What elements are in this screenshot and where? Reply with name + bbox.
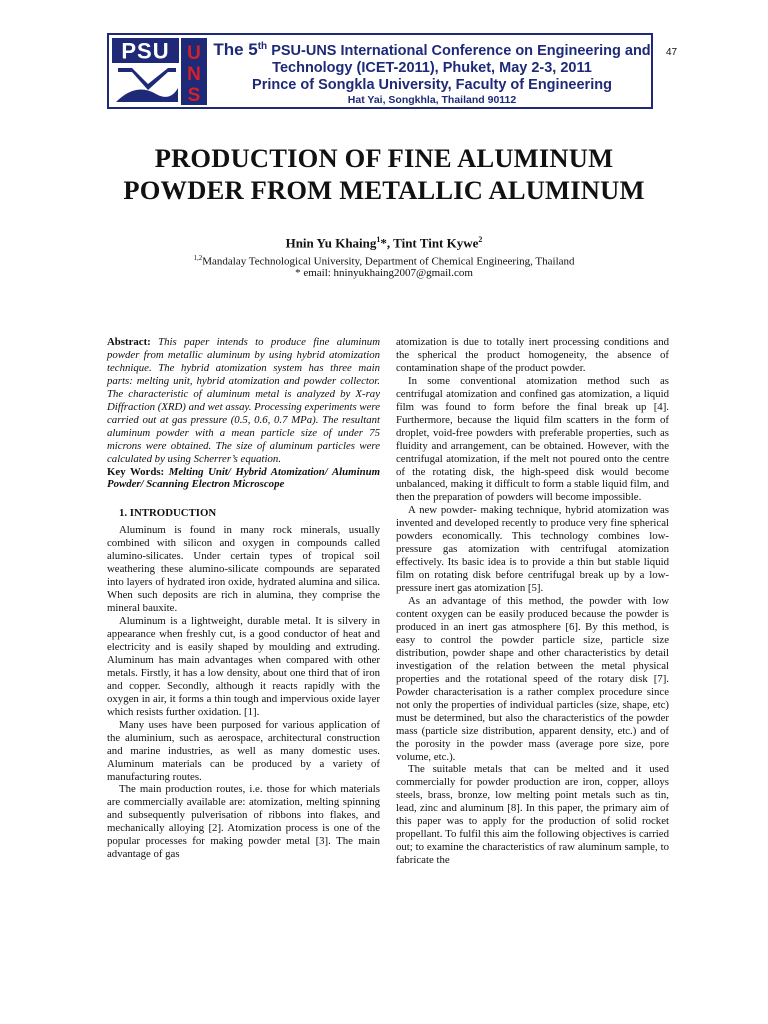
paragraph: In some conventional atomization method such as centrifugal atomization and confined gas atomization, a liquid film was found to form before the final break up [4]. Furthermore, because the liquid film scatters in the form of droplet, void-free powders with preferable properties, such as fluidity and arrangement, can be obtained. However, with the centrifugal atomization, if the melt not poured onto the centre of the rotating disk, the high-speed disk would become unbalanced, making it difficult to form a stable liquid film, and then the preparation of powders will become impossible.: [396, 374, 669, 504]
right-column: [396, 336, 669, 867]
affiliation-sup: 1,2: [193, 254, 203, 262]
svg-text:PSU: PSU: [121, 38, 170, 64]
spacer: [107, 491, 380, 503]
abstract-label: Abstract:: [107, 336, 151, 348]
header-ordinal-sup: th: [257, 41, 268, 52]
keywords: [107, 466, 380, 492]
affiliation-text: Mandalay Technological University, Department of Chemical Engineering, Thailand: [202, 255, 575, 268]
keywords-text: Melting Unit/ Hybrid Atomization/ Aluminum Powder/ Scanning Electron Microscope: [107, 465, 380, 491]
keywords-label: Key Words:: [107, 465, 165, 478]
paragraph: Many uses have been purposed for various application of the aluminium, such as aerospace, architectural construction and marine industries, as well as many domestic uses. Aluminum materials can be produced by a variety of manufacturing routes.: [107, 718, 380, 783]
author-list: [60, 232, 708, 251]
abstract: [107, 336, 380, 466]
author-1-sup: 1: [376, 235, 381, 244]
svg-text:U: U: [187, 43, 201, 64]
psu-uns-logo: [112, 38, 207, 105]
conference-header: [213, 38, 651, 107]
abstract-text: This paper intends to produce fine aluminum powder from metallic aluminum by using hybrid atomization technique. The hybrid atomization system has three main parts: melting unit, hybrid atomization and powder collector. The characteristic of aluminum metal is analyzed by X-ray Diffraction (XRD) and wet assay. Processing experiments were carried out at gas pressure (0.5, 0.6, 0.7 MPa). The resultant aluminum powder with a mean particle size of under 75 microns were obtained. The size of aluminum particles were calculated by using Scherrer’s equation.: [107, 336, 380, 465]
header-line-1: [213, 38, 651, 60]
paragraph: atomization is due to totally inert processing conditions and the spherical the product homogeneity, the absence of contamination shape of the product powder.: [396, 336, 669, 374]
author-2-sup: 2: [478, 235, 483, 244]
author-1-mark: *,: [380, 235, 394, 251]
svg-text:S: S: [187, 85, 201, 105]
paragraph: The main production routes, i.e. those for which materials are commercially available are: atomization, melting spinning and subsequently pulverisation of ribbons into flakes, and mechanically alloying [2]. Atomization process is one of the popular processes for making powder metal [3]. The main advantage of gas: [107, 783, 380, 861]
left-column: [107, 336, 380, 861]
author-2: Tint Tint Kywe: [393, 235, 479, 251]
header-line-1-text: PSU-UNS International Conference on Engineering and: [267, 42, 651, 59]
header-line-2: Technology (ICET-2011), Phuket, May 2-3, 2011: [272, 59, 592, 76]
page-number: 47: [666, 47, 678, 58]
author-1: Hnin Yu Khaing: [285, 235, 377, 251]
title-line-2: POWDER FROM METALLIC ALUMINUM: [123, 175, 645, 205]
header-line-4: Hat Yai, Songkhla, Thailand 90112: [347, 93, 517, 106]
paragraph: A new powder- making technique, hybrid atomization was invented and developed recently to produce very fine spherical powders economically. This technology combines low-pressure gas atomization with centrifugal atomization effectively. Its basic idea is to provide a thin but stable liquid film on rotating disk before centrifugal break up by a low-pressure inert gas atomization [5].: [396, 504, 669, 595]
paragraph: The suitable metals that can be melted and it used commercially for powder production are iron, copper, alloys steels, brass, bronze, low melting point metals such as tin, lead, zinc and aluminum [8]. In this paper, the primary aim of this paper was to apply for the production of solid rocket propellant. To fulfil this aim the following objectives is carried out; to examine the characteristics of raw aluminum sample, to fabricate the: [396, 763, 669, 867]
header-ordinal: The 5: [213, 39, 258, 59]
paragraph: Aluminum is found in many rock minerals, usually combined with silicon and oxygen in compounds called alumino-silicates. Under certain types of tropical soil weathering these alumino-silicate compounds are separated into layers of hydrated iron oxide, hydrated alumina and silica. When such deposits are rich in alumina, they comprise the mineral bauxite.: [107, 524, 380, 615]
paragraph: As an advantage of this method, the powder with low content oxygen can be easily produced because the powder is produced in an inert gas atmosphere [6]. By this method, is easy to control the powder particle size, particle size distribution, powder shape and other characteristics by detail investigation of the relation between the metal physical properties and the rotational speed of the rotary disk [7]. Powder characterisation is a rather complex procedure since not only the properties of individual particles (size, shape, etc) must be determined, but also the characteristics of the powder mass (particle size distribution, apparent density, etc.) and of the porosity in the powder mass (average pore size, pore volume, etc.).: [396, 595, 669, 763]
svg-text:N: N: [187, 64, 201, 85]
corresponding-email[interactable]: * email: hninyukhaing2007@gmail.com: [295, 267, 473, 279]
title-line-1: PRODUCTION OF FINE ALUMINUM: [154, 143, 614, 173]
header-line-3: Prince of Songkla University, Faculty of Engineering: [252, 76, 612, 93]
section-heading-introduction: 1. INTRODUCTION: [119, 507, 217, 520]
paragraph: Aluminum is a lightweight, durable metal. It is silvery in appearance when freshly cut, is a good conductor of heat and electricity and is easily shaped by moulding and extruding. Aluminum has main advantages when compared with other metals. Firstly, it has a low density, about one third that of iron and copper. Secondly, although it reacts rapidly with the oxygen in air, it forms a thin tough and impervious oxide layer which resists further oxidation. [1].: [107, 615, 380, 718]
paper-title: [60, 142, 708, 206]
